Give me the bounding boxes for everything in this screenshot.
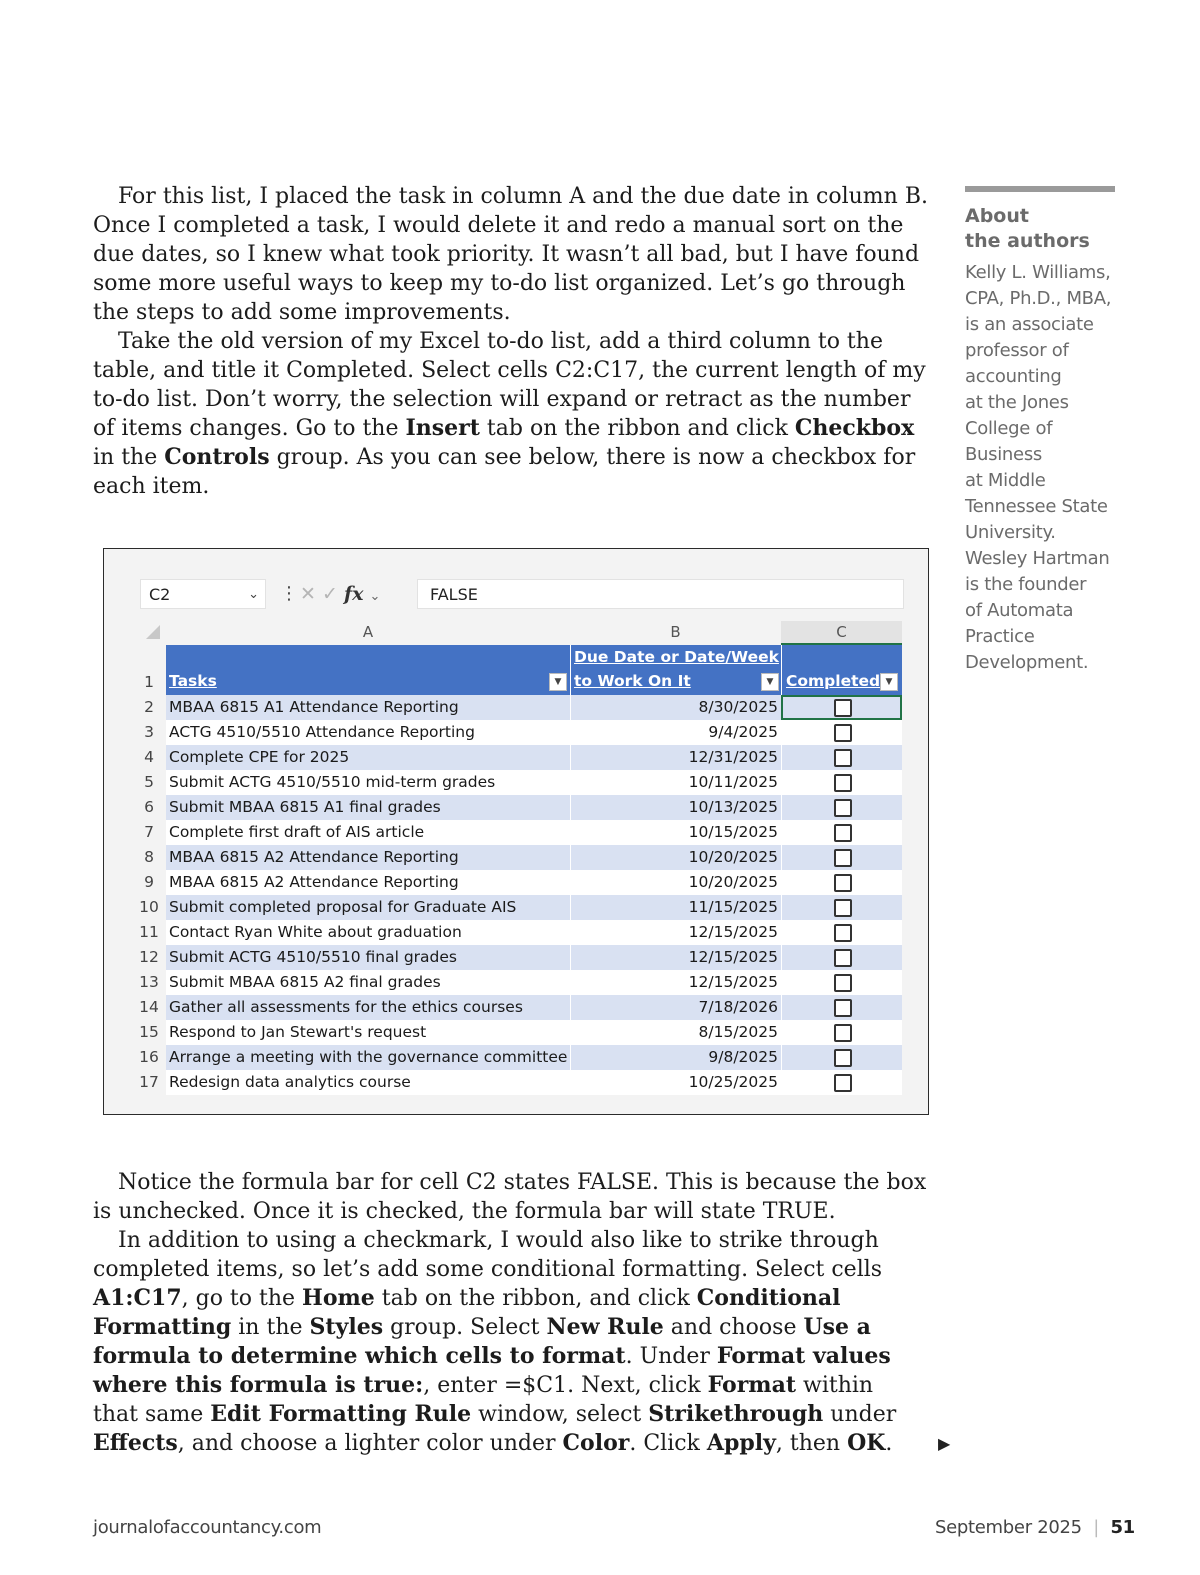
completed-cell[interactable] <box>781 945 902 970</box>
table-row <box>134 870 906 895</box>
completed-cell[interactable] <box>781 845 902 870</box>
table-row <box>134 695 906 720</box>
row-number[interactable]: 14 <box>139 998 159 1016</box>
bio-line: Tennessee State <box>965 496 1108 517</box>
excel-screenshot <box>103 548 929 1115</box>
page-number: 51 <box>1110 1517 1135 1538</box>
column-header-a[interactable]: A <box>362 623 374 641</box>
checkbox[interactable] <box>834 874 852 892</box>
checkbox[interactable] <box>834 1049 852 1067</box>
due-date-cell[interactable]: 9/4/2025 <box>570 720 781 745</box>
bio-line: professor of <box>965 340 1069 361</box>
bio-line: is an associate <box>965 314 1094 335</box>
row-number[interactable]: 11 <box>139 923 159 941</box>
due-date-cell[interactable]: 12/15/2025 <box>570 945 781 970</box>
bio-line: Practice <box>965 626 1035 647</box>
table-row <box>134 970 906 995</box>
filter-dropdown-icon[interactable]: ▼ <box>880 673 898 691</box>
checkbox[interactable] <box>834 1024 852 1042</box>
completed-cell[interactable] <box>781 1020 902 1045</box>
row-number[interactable]: 6 <box>144 798 154 816</box>
due-date-cell[interactable]: 12/15/2025 <box>570 970 781 995</box>
due-date-cell[interactable]: 11/15/2025 <box>570 895 781 920</box>
sidebar-rule <box>965 186 1115 192</box>
row-number[interactable]: 5 <box>144 773 154 791</box>
task-cell[interactable]: Submit ACTG 4510/5510 final grades <box>166 945 570 970</box>
bio-line: CPA, Ph.D., MBA, <box>965 288 1112 309</box>
task-cell[interactable]: Respond to Jan Stewart's request <box>166 1020 570 1045</box>
row-number[interactable]: 9 <box>144 873 154 891</box>
completed-cell[interactable] <box>781 1070 902 1095</box>
completed-cell[interactable] <box>781 745 902 770</box>
completed-cell[interactable] <box>781 795 902 820</box>
checkbox[interactable] <box>834 1074 852 1092</box>
due-date-cell[interactable]: 7/18/2026 <box>570 995 781 1020</box>
bio-line: Wesley Hartman <box>965 548 1110 569</box>
checkbox[interactable] <box>834 924 852 942</box>
article-body-bottom <box>93 1168 938 1458</box>
completed-cell[interactable] <box>781 995 902 1020</box>
row-number[interactable]: 10 <box>139 898 159 916</box>
due-date-cell[interactable]: 9/8/2025 <box>570 1045 781 1070</box>
row-number[interactable]: 15 <box>139 1023 159 1041</box>
due-date-cell[interactable]: 10/20/2025 <box>570 845 781 870</box>
due-date-cell[interactable]: 10/25/2025 <box>570 1070 781 1095</box>
due-date-cell[interactable]: 10/11/2025 <box>570 770 781 795</box>
completed-cell[interactable] <box>781 695 902 720</box>
completed-cell[interactable] <box>781 770 902 795</box>
paragraph-3: Notice the formula bar for cell C2 states FALSE. This is because the box is unchecked. Once it is checked, the formula bar will state TRUE. <box>93 1170 927 1224</box>
header-due-date[interactable]: Due Date or Date/Week to Work On It ▼ <box>570 645 781 695</box>
more-options-icon[interactable]: ⋮ <box>280 583 298 604</box>
bio-line: accounting <box>965 366 1062 387</box>
checkbox[interactable] <box>834 949 852 967</box>
paragraph-4: In addition to using a checkmark, I would also like to strike through completed items, so let’s add some conditional formatting. Select cells A1:C17, go to the Home tab on the ribbon, and click Conditional Formatting in the Styles group. Select New Rule and choose Use a formula to determine which cells to format. Under Format values where this formula is true:, enter =$C1. Next, click Format within that same Edit Formatting Rule window, select Strikethrough under Effects, and choose a lighter color under Color. Click Apply, then OK. <box>93 1228 897 1456</box>
cancel-icon[interactable]: ✕ <box>300 583 316 605</box>
paragraph-2: Take the old version of my Excel to-do list, add a third column to the table, and title it Completed. Select cells C2:C17, the current length of my to-do list. Don’t worry, the selection will expand or retract as the number of items changes. Go to the Insert tab on the ribbon and click Checkbox in the Controls group. As you can see below, there is now a checkbox for each item. <box>93 329 926 499</box>
checkbox[interactable] <box>834 999 852 1017</box>
checkbox[interactable] <box>834 799 852 817</box>
table-row <box>134 745 906 770</box>
insert-function-icon[interactable]: fx <box>343 583 364 605</box>
due-date-cell[interactable]: 8/30/2025 <box>570 695 781 720</box>
table-row <box>134 1070 906 1095</box>
checkbox[interactable] <box>834 749 852 767</box>
completed-cell[interactable] <box>781 720 902 745</box>
paragraph-1: For this list, I placed the task in column A and the due date in column B. Once I completed a task, I would delete it and redo a manual sort on the due dates, so I knew what took priority. It wasn’t all bad, but I have found some more useful ways to keep my to-do list organized. Let’s go through the steps to add some improvements. <box>93 184 928 325</box>
task-cell[interactable]: Complete CPE for 2025 <box>166 745 570 770</box>
table-row <box>134 895 906 920</box>
row-number[interactable]: 8 <box>144 848 154 866</box>
task-cell[interactable]: Submit ACTG 4510/5510 mid-term grades <box>166 770 570 795</box>
checkbox[interactable] <box>834 974 852 992</box>
task-cell[interactable]: Complete first draft of AIS article <box>166 820 570 845</box>
column-header-c[interactable]: C <box>781 621 902 645</box>
due-date-cell[interactable]: 10/15/2025 <box>570 820 781 845</box>
row-number[interactable]: 16 <box>139 1048 159 1066</box>
header-tasks[interactable]: Tasks ▼ <box>166 645 570 695</box>
task-cell[interactable]: Contact Ryan White about graduation <box>166 920 570 945</box>
bio-line: of Automata <box>965 600 1074 621</box>
row-number[interactable]: 4 <box>144 748 154 766</box>
bio-line: College of <box>965 418 1053 439</box>
due-date-cell[interactable]: 8/15/2025 <box>570 1020 781 1045</box>
row-number[interactable]: 13 <box>139 973 159 991</box>
row-number[interactable]: 2 <box>144 698 154 716</box>
author-bio <box>965 260 1115 676</box>
table-row <box>134 795 906 820</box>
row-number[interactable]: 1 <box>144 673 154 691</box>
checkbox[interactable] <box>834 774 852 792</box>
checkbox[interactable] <box>834 849 852 867</box>
table-row <box>134 1020 906 1045</box>
due-date-cell[interactable]: 10/20/2025 <box>570 870 781 895</box>
completed-cell[interactable] <box>781 895 902 920</box>
formula-bar <box>134 579 904 611</box>
table-row <box>134 1045 906 1070</box>
checkbox[interactable] <box>834 899 852 917</box>
completed-cell[interactable] <box>781 970 902 995</box>
completed-cell[interactable] <box>781 1045 902 1070</box>
table-row <box>134 995 906 1020</box>
due-date-cell[interactable]: 10/13/2025 <box>570 795 781 820</box>
chevron-down-icon[interactable]: ⌄ <box>248 587 259 602</box>
checkbox[interactable] <box>834 724 852 742</box>
completed-cell[interactable] <box>781 920 902 945</box>
task-cell[interactable]: ACTG 4510/5510 Attendance Reporting <box>166 720 570 745</box>
formula-bar-icons <box>300 579 380 609</box>
task-cell[interactable]: MBAA 6815 A1 Attendance Reporting <box>166 695 570 720</box>
table-row <box>134 920 906 945</box>
table-row <box>134 945 906 970</box>
task-cell[interactable]: MBAA 6815 A2 Attendance Reporting <box>166 870 570 895</box>
task-cell[interactable]: Arrange a meeting with the governance committee <box>166 1045 570 1070</box>
bio-line: Development. <box>965 652 1089 673</box>
bio-line: at the Jones <box>965 392 1069 413</box>
row-number[interactable]: 3 <box>144 723 154 741</box>
filter-dropdown-icon[interactable]: ▼ <box>549 673 567 691</box>
table-row <box>134 720 906 745</box>
completed-cell[interactable] <box>781 870 902 895</box>
task-cell[interactable]: Submit completed proposal for Graduate AIS <box>166 895 570 920</box>
due-date-cell[interactable]: 12/15/2025 <box>570 920 781 945</box>
bio-line: at Middle <box>965 470 1046 491</box>
row-number[interactable]: 17 <box>139 1073 159 1091</box>
header-completed[interactable]: Completed ▼ <box>781 645 902 695</box>
about-authors-sidebar <box>965 186 1115 676</box>
bio-line: Kelly L. Williams, <box>965 262 1111 283</box>
column-header-b[interactable]: B <box>670 623 681 641</box>
due-date-cell[interactable]: 12/31/2025 <box>570 745 781 770</box>
footer-issue: September 2025 | 51 <box>935 1517 1135 1538</box>
table-row <box>134 820 906 845</box>
formula-input[interactable]: FALSE <box>417 579 904 609</box>
task-cell[interactable]: MBAA 6815 A2 Attendance Reporting <box>166 845 570 870</box>
task-cell[interactable]: Redesign data analytics course <box>166 1070 570 1095</box>
bio-line: Business <box>965 444 1042 465</box>
table-row <box>134 845 906 870</box>
enter-check-icon[interactable]: ✓ <box>321 583 338 605</box>
checkbox[interactable] <box>834 699 852 717</box>
sidebar-heading: About the authors <box>965 205 1090 252</box>
task-cell[interactable]: Submit MBAA 6815 A1 final grades <box>166 795 570 820</box>
task-cell[interactable]: Gather all assessments for the ethics courses <box>166 995 570 1020</box>
filter-dropdown-icon[interactable]: ▼ <box>761 673 779 691</box>
article-body-top <box>93 182 938 501</box>
completed-cell[interactable] <box>781 820 902 845</box>
footer-site: journalofaccountancy.com <box>93 1517 322 1538</box>
bio-line: University. <box>965 522 1056 543</box>
select-all-corner[interactable] <box>146 625 160 639</box>
name-box[interactable]: C2 ⌄ <box>140 579 266 609</box>
task-cell[interactable]: Submit MBAA 6815 A2 final grades <box>166 970 570 995</box>
continue-arrow-icon: ▶ <box>938 1434 951 1453</box>
table-header-row <box>134 645 906 695</box>
bio-line: is the founder <box>965 574 1087 595</box>
checkbox[interactable] <box>834 824 852 842</box>
table-row <box>134 770 906 795</box>
row-number[interactable]: 7 <box>144 823 154 841</box>
chevron-down-icon[interactable]: ⌄ <box>369 589 381 604</box>
row-number[interactable]: 12 <box>139 948 159 966</box>
